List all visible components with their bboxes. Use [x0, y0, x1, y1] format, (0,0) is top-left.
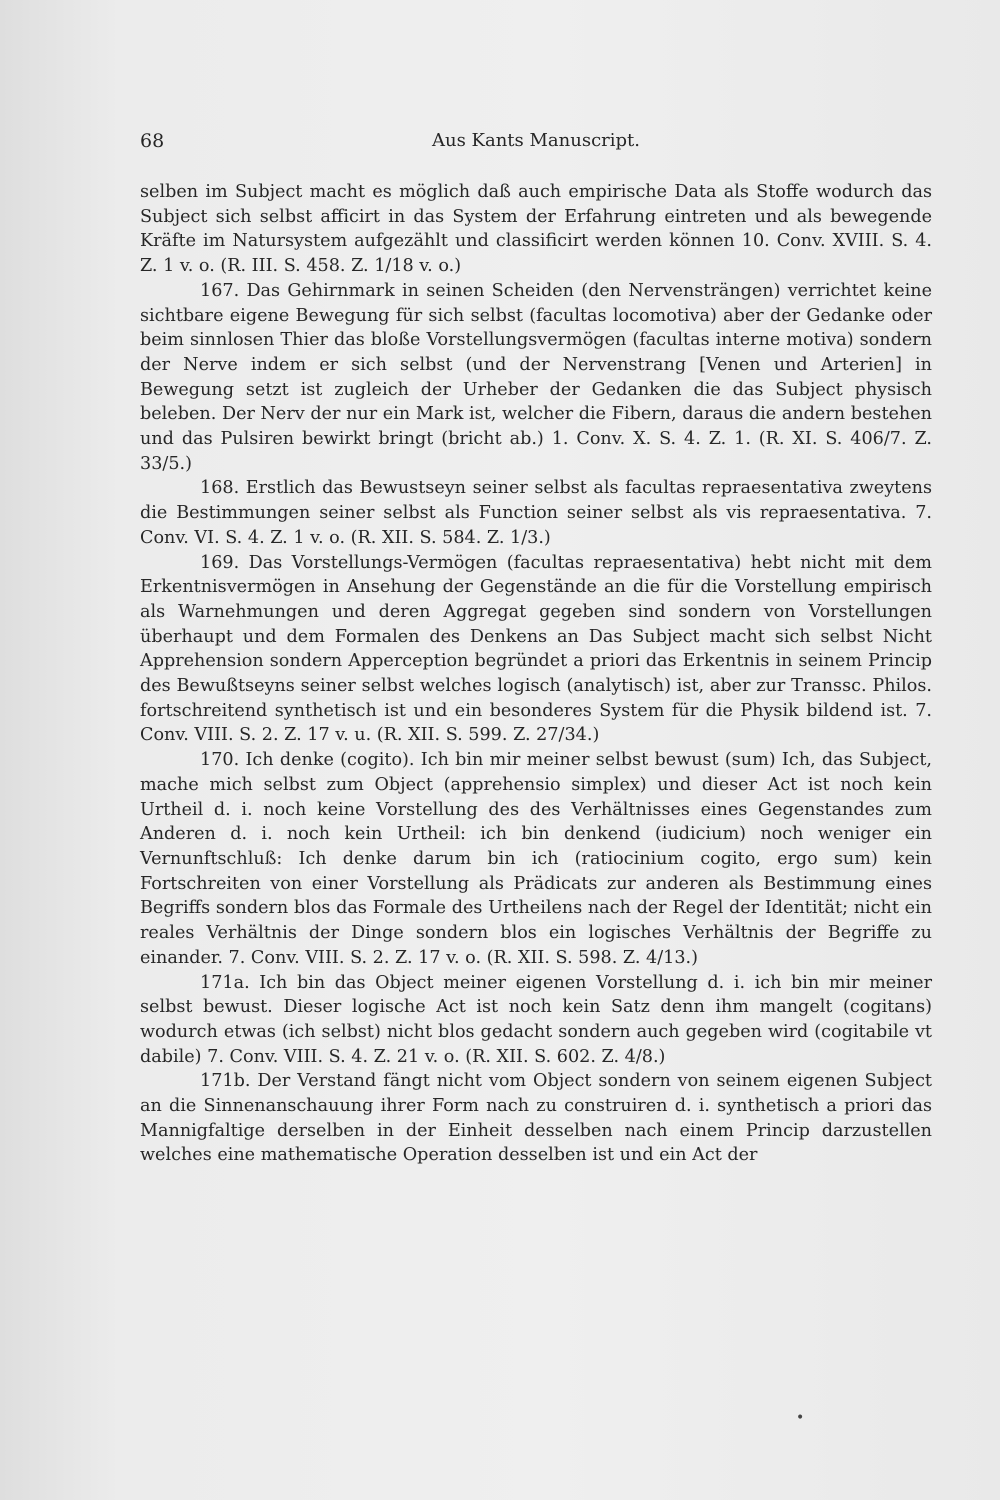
paragraph-167: 167. Das Gehirnmark in seinen Scheiden (den Nervensträngen) verrichtet keine sichtbare eigene Bewegung für sich selbst (facultas locomotiva) aber der Gedanke oder beim sinnlosen Thier das bloße Vorstellungsvermögen (facultas interne motiva) sondern der Nerve indem er sich selbst (und der Nervenstrang [Venen und Arterien] in Bewegung setzt ist zugleich der Urheber der Gedanken die das Subject physisch beleben. Der Nerv der nur ein Mark ist, welcher die Fibern, daraus die andern bestehen und das Pulsiren bewirkt bringt (bricht ab.) 1. Conv. X. S. 4. Z. 1. (R. XI. S. 406/7. Z. 33/5.) [140, 280, 932, 474]
body-text [140, 180, 932, 1168]
paragraph-170: 170. Ich denke (cogito). Ich bin mir meiner selbst bewust (sum) Ich, das Subject, mache mich selbst zum Object (apprehensio simplex) und dieser Act ist noch kein Urtheil d. i. noch keine Vorstellung des des Verhältnisses eines Gegenstandes zum Anderen d. i. noch kein Urtheil: ich bin denkend (iudicium) noch weniger ein Vernunftschluß: Ich denke darum bin ich (ratiocinium cogito, ergo sum) kein Fortschreiten von einer Vorstellung als Prädicats zur anderen als Bestimmung eines Begriffs sondern blos das Formale des Urtheilens nach der Regel der Identität; nicht ein reales Verhältnis der Dinge sondern blos ein logisches Verhältnis der Begriffe zu einander. 7. Conv. VIII. S. 2. Z. 17 v. o. (R. XII. S. 598. Z. 4/13.) [140, 750, 932, 968]
paragraph-171b: 171b. Der Verstand fängt nicht vom Object sondern von seinem eigenen Subject an die Sinnenanschauung ihrer Form nach zu construiren d. i. synthetisch a priori das Mannigfaltige derselben in der Einheit desselben nach einem Princip darzustellen welches eine mathematische Operation desselben ist und ein Act der [140, 1071, 932, 1166]
paragraph-continuation: selben im Subject macht es möglich daß auch empirische Data als Stoffe wodurch das Subject sich selbst afficirt in das System der Erfahrung eintreten und als bewegende Kräfte im Natursystem aufgezählt und classificirt werden können 10. Conv. XVIII. S. 4. Z. 1 v. o. (R. III. S. 458. Z. 1/18 v. o.) [140, 182, 932, 277]
page-number: 68 [140, 130, 165, 152]
paragraph-171a: 171a. Ich bin das Object meiner eigenen Vorstellung d. i. ich bin mir meiner selbst bewust. Dieser logische Act ist noch kein Satz denn ihm mangelt (cogitans) wodurch etwas (ich selbst) nicht blos gedacht sondern auch gegeben wird (cogitabile vt dabile) 7. Conv. VIII. S. 4. Z. 21 v. o. (R. XII. S. 602. Z. 4/8.) [140, 972, 932, 1067]
paragraph-168: 168. Erstlich das Bewustseyn seiner selbst als facultas repraesentativa zweytens die Bestimmungen seiner selbst als Function seiner selbst als vis repraesentativa. 7. Conv. VI. S. 4. Z. 1 v. o. (R. XII. S. 584. Z. 1/3.) [140, 478, 932, 548]
paragraph-169: 169. Das Vorstellungs-Vermögen (facultas repraesentativa) hebt nicht mit dem Erkentnisvermögen in Ansehung der Gegenstände an die für die Vorstellung empirisch als Warnehmungen und deren Aggregat gegeben sind sondern von Vorstellungen überhaupt und dem Formalen des Denkens an Das Subject macht sich selbst Nicht Apprehension sondern Apperception begründet a priori das Erkentnis in seinem Princip des Bewußtseyns seiner selbst welches logisch (analytisch) ist, aber zur Transsc. Philos. fortschreitend synthetisch ist und ein besonderes System für die Physik bildend ist. 7. Conv. VIII. S. 2. Z. 17 v. u. (R. XII. S. 599. Z. 27/34.) [140, 552, 932, 746]
running-title: Aus Kants Manuscript. [431, 130, 641, 151]
page-header [140, 130, 932, 160]
ink-mark: • [796, 1410, 805, 1426]
